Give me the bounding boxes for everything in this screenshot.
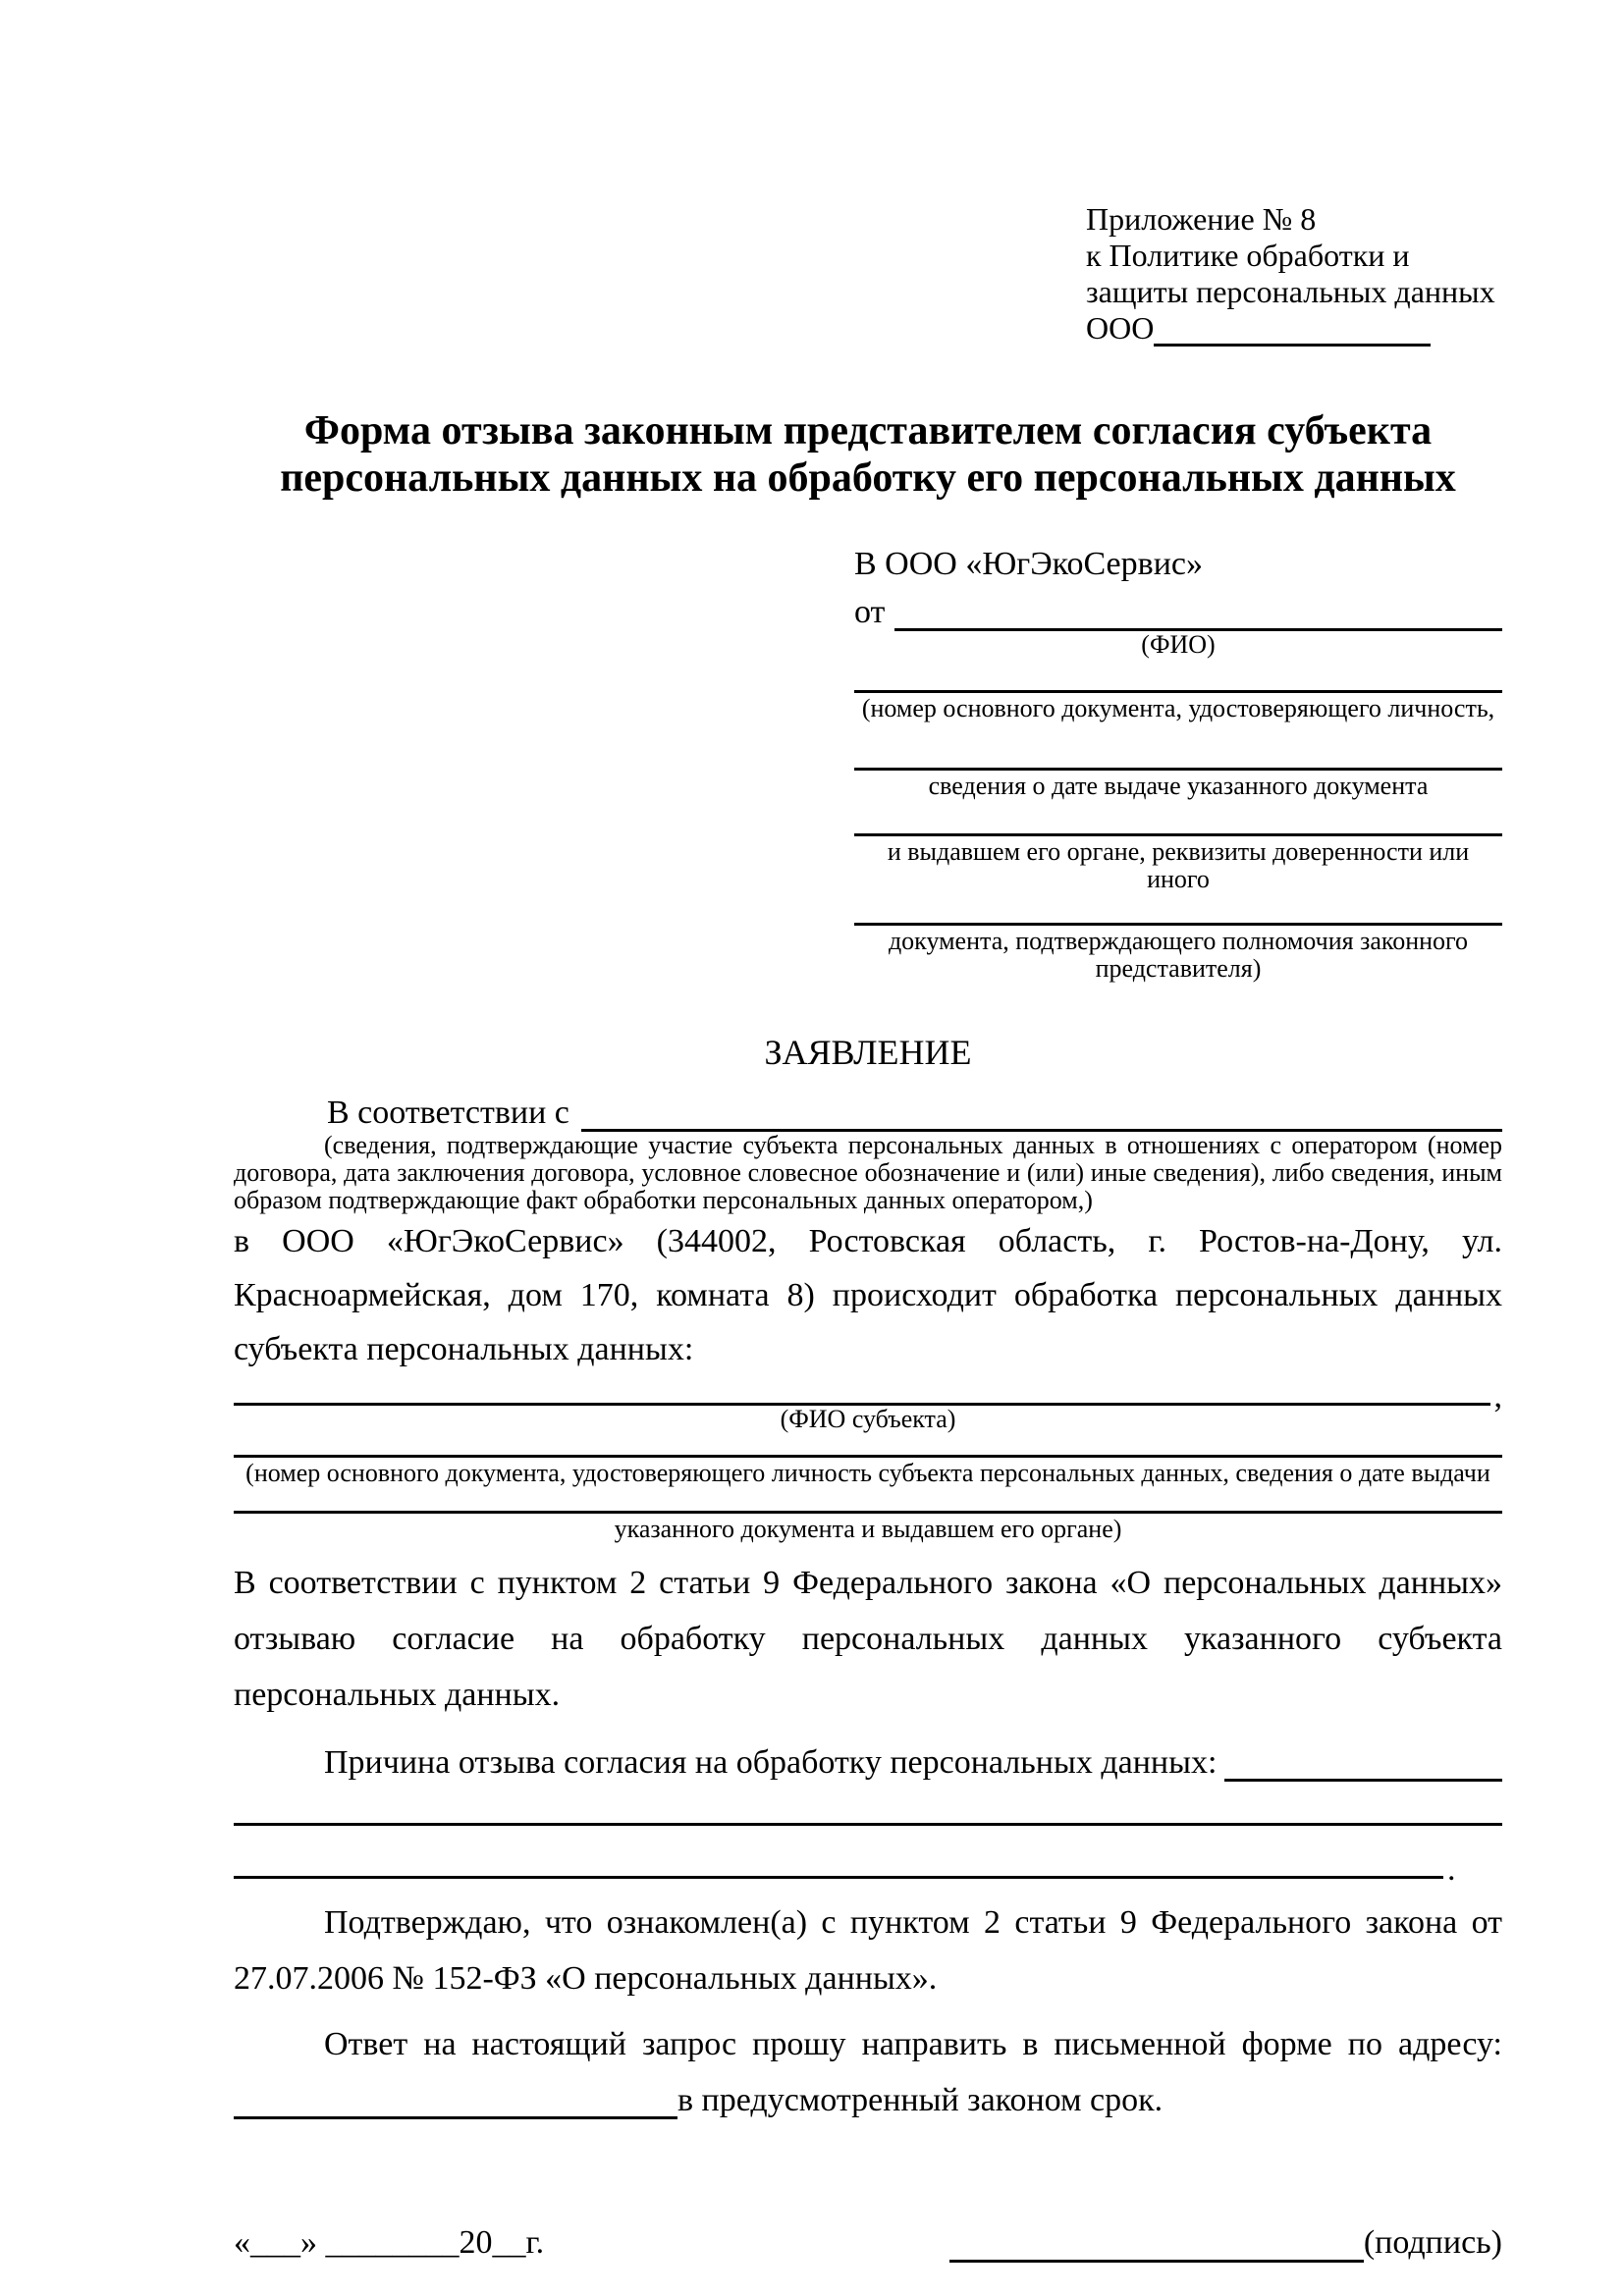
ooo-blank-line [1154,314,1431,347]
operator-paragraph: в ООО «ЮгЭкоСервис» (344002, Ростовская область, г. Ростов-на-Дону, ул. Красноармейская, дом 170, комната 8) происходит обработка персональных данных субъекта персональных данных: [234,1223,1502,1367]
appendix-line-3: защиты персональных данных [1086,274,1495,309]
subject-fio-row [234,1378,1502,1415]
doc-caption-3: и выдавшем его органе, реквизиты доверенности или иного [887,837,1470,893]
appendix-ooo-row [1086,310,1502,347]
accordance-prefix: В соответствии с [327,1095,569,1131]
reply-suffix: в предусмотренный законом срок. [677,2082,1164,2118]
subject-line-comma: , [1493,1378,1502,1415]
subject-doc-group-1 [234,1455,1502,1487]
appendix-line-2: к Политике обработки и [1086,238,1410,273]
signature-caption: (подпись) [1363,2224,1502,2261]
representative-doc-group-4 [854,923,1502,983]
subject-doc-caption-2: указанного документа и выдавшем его органе) [614,1515,1122,1543]
from-label: от [854,594,886,630]
fio-caption: (ФИО) [1141,630,1216,659]
subject-doc-group-2 [234,1511,1502,1543]
footer-row [234,2223,1502,2263]
representative-doc-group-3 [854,833,1502,893]
addressee-organization: В ООО «ЮгЭкоСервис» [854,546,1203,582]
subject-fio-caption: (ФИО субъекта) [780,1405,956,1433]
doc-caption-2: сведения о дате выдаче указанного документа [928,772,1429,800]
accordance-row [234,1089,1502,1132]
subject-fio-blank-line [234,1377,1490,1406]
signature-blank-line [949,2226,1364,2263]
appendix-block [1086,201,1502,347]
from-blank-line [894,589,1502,631]
document-content [234,201,1502,2263]
reason-prefix: Причина отзыва согласия на обработку персональных данных: [324,1744,1218,1781]
reason-blank-row-2 [234,1851,1502,1888]
reply-address-blank-line [234,2069,677,2119]
subject-doc-caption-1: (номер основного документа, удостоверяющего личность субъекта персональных данных, сведения о дате выдачи [245,1459,1490,1487]
representative-doc-group-2 [854,768,1502,800]
doc-caption-4: документа, подтверждающего полномочия законного представителя) [888,927,1469,983]
accordance-caption: (сведения, подтверждающие участие субъекта персональных данных в отношениях с оператором (номер договора, дата заключения договора, условное словесное обозначение и (или) иные сведения), либо сведения, иным образом подтверждающие факт обработки персональных данных оператором,) [234,1131,1502,1214]
accordance-blank-line [581,1086,1502,1132]
representative-doc-group-1 [854,690,1502,722]
reason-row [234,1736,1502,1782]
appendix-line-1: Приложение № 8 [1086,201,1317,237]
doc-caption-1: (номер основного документа, удостоверяющего личность, [861,694,1495,722]
withdraw-paragraph: В соответствии с пунктом 2 статьи 9 Федерального закона «О персональных данных» отзываю согласие на обработку персональных данных указанного субъекта персональных данных. [234,1565,1502,1713]
ooo-label: ООО [1086,310,1155,346]
statement-heading: ЗАЯВЛЕНИЕ [764,1033,972,1072]
reason-blank-line [1224,1734,1502,1782]
confirm-paragraph: Подтверждаю, что ознакомлен(а) с пунктом 2 статьи 9 Федерального закона от 27.07.2006 № 152-ФЗ «О персональных данных». [234,1904,1502,1997]
signature-area [949,2223,1502,2263]
reply-paragraph: Ответ на настоящий запрос прошу направить в письменной форме по адресу: [324,2026,1502,2062]
reason-line-period: . [1447,1851,1456,1888]
reason-blank-line-2 [234,1856,1443,1879]
date-blank: «___» ________20__г. [234,2224,545,2261]
document-title: Форма отзыва законным представителем согласия субъекта персональных данных на обработку его персональных данных [280,408,1456,501]
reply-address-row [234,2072,1502,2119]
addressee-block [854,545,1502,983]
from-row [854,592,1502,631]
reason-blank-line-1 [234,1823,1502,1826]
